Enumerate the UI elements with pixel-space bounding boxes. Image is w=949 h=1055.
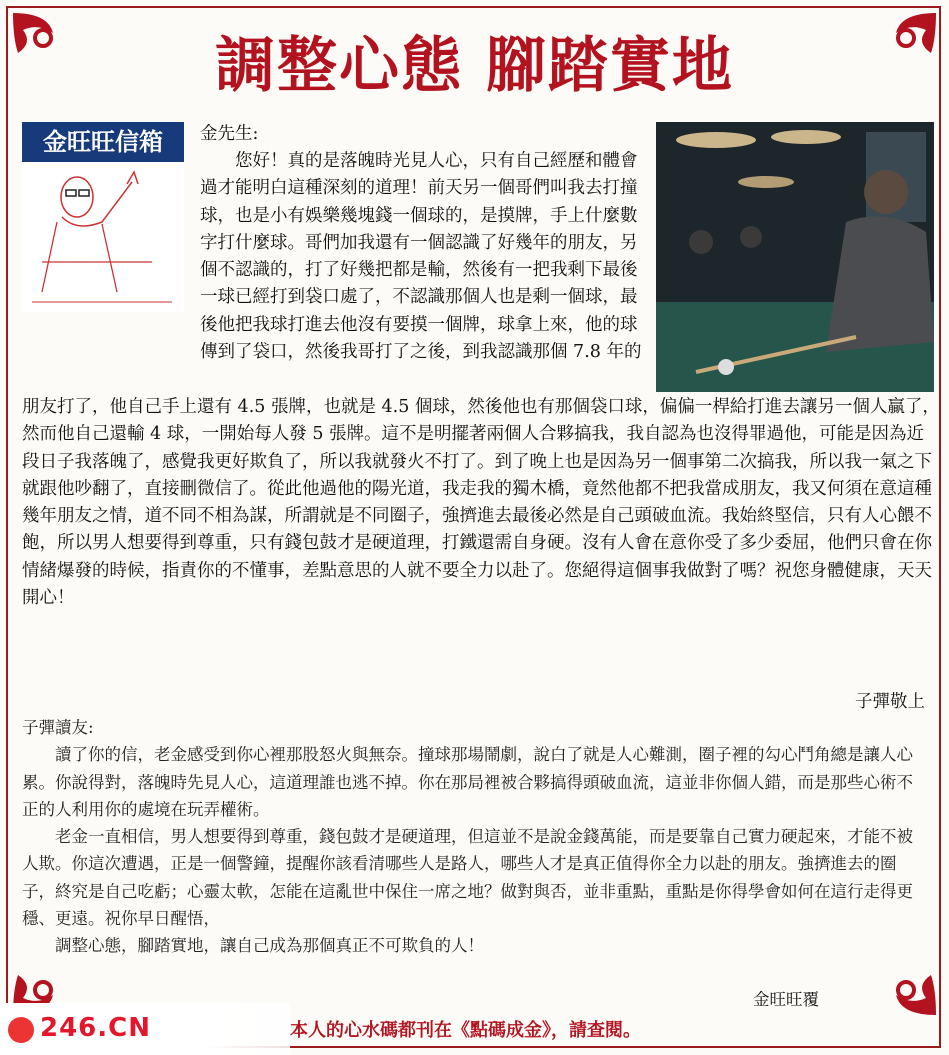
letter-paragraph-bottom: 朋友打了，他自己手上還有 4.5 張牌，也就是 4.5 個球，然後他也有那個袋口球，偏偏一桿給打進去讓另一個人贏了，然而他自己還輸 4 球，一開始每人發 5 張牌。這不是明擺著兩個人合夥搞我，我自認為也沒得罪過他，可能是因為近段日子我落魄了，感覺我更好欺負了，所以我就發火不打了。到了晚上也是因為另一個事第二次搞我，所以我一氣之下就跟他吵翻了，直接刪微信了。從此他過他的陽光道，我走我的獨木橋，竟然他都不把我當成朋友，我又何須在意這種幾年朋友之情，道不同不相為謀，所謂就是不同圈子，強擠進去最後必然是自己頭破血流。我始終堅信，只有人心餵不飽，所以男人想要得到尊重，只有錢包鼓才是硬道理，打鐵還需自身硬。沒有人會在意你受了多少委屈，他們只會在你情緒爆發的時候，指責你的不懂事，差點意思的人就不要全力以赴了。您絕得這個事我做對了嗎？祝您身體健康，天天開心！ (22, 397, 940, 609)
letter-paragraph-top: 您好！真的是落魄時光見人心，只有自己經歷和體會過才能明白這種深刻的道理！前天另一個哥們叫我去打撞球，也是小有娛樂幾塊錢一個球的，是摸牌，手上什麼數字打什麼球。哥們加我還有一個認識了好幾年的朋友，另個不認識的，打了好幾把都是輸，然後有一把我剩下最後一球已經打到袋口處了，不認識那個人也是剩一個球，最後他把我球打進去他沒有要摸一個牌，球拿上來，他的球傳到了袋口，然後我哥打了之後，到我認識那個 7.8 年的 (200, 151, 642, 363)
logo-mark-icon (8, 1017, 34, 1043)
reply-signature: 金旺旺覆 (753, 990, 819, 1009)
logo-text: 246.CN (40, 1013, 151, 1043)
reply-greeting: 子彈讀友: (22, 718, 94, 737)
page-title: 調整心態 腳踏實地 (215, 31, 734, 101)
reply-paragraph-3: 調整心態，腳踏實地，讓自己成為那個真正不可欺負的人！ (55, 936, 484, 956)
billiards-photo (656, 122, 934, 392)
columnist-sketch (22, 162, 184, 312)
letter-signature: 子彈敬上 (855, 692, 925, 712)
reply-section (22, 714, 927, 960)
site-logo[interactable] (0, 1003, 290, 1055)
letter-greeting: 金先生: (200, 124, 259, 144)
reply-paragraph-2: 老金一直相信，男人想要得到尊重，錢包鼓才是硬道理，但這並不是說金錢萬能，而是要靠自己實力硬起來，才能不被人欺。你這次遭遇，正是一個警鐘，提醒你該看清哪些人是路人，哪些人才是真正值得你全力以赴的朋友。強擠進去的圈子，終究是自己吃虧；心靈太軟，怎能在這亂世中保住一席之地？做對與否，並非重點，重點是你得學會如何在這行走得更穩、更遠。祝你早日醒悟， (22, 827, 913, 929)
footer-note: 本人的心水碼都刊在《點碼成金》，請查閱。 (290, 1020, 641, 1041)
reply-paragraph-1: 讀了你的信，老金感受到你心裡那股怒火與無奈。撞球那場鬧劇，說白了就是人心難測，圈子裡的勾心鬥角總是讓人心累。你說得對，落魄時先見人心，這道理誰也逃不掉。你在那局裡被合夥搞得頭破血流，這並非你個人錯，而是那些心術不正的人利用你的處境在玩弄權術。 (22, 745, 913, 819)
column-badge: 金旺旺信箱 (22, 122, 184, 162)
corner-ornament-bottom-right (841, 960, 941, 1020)
